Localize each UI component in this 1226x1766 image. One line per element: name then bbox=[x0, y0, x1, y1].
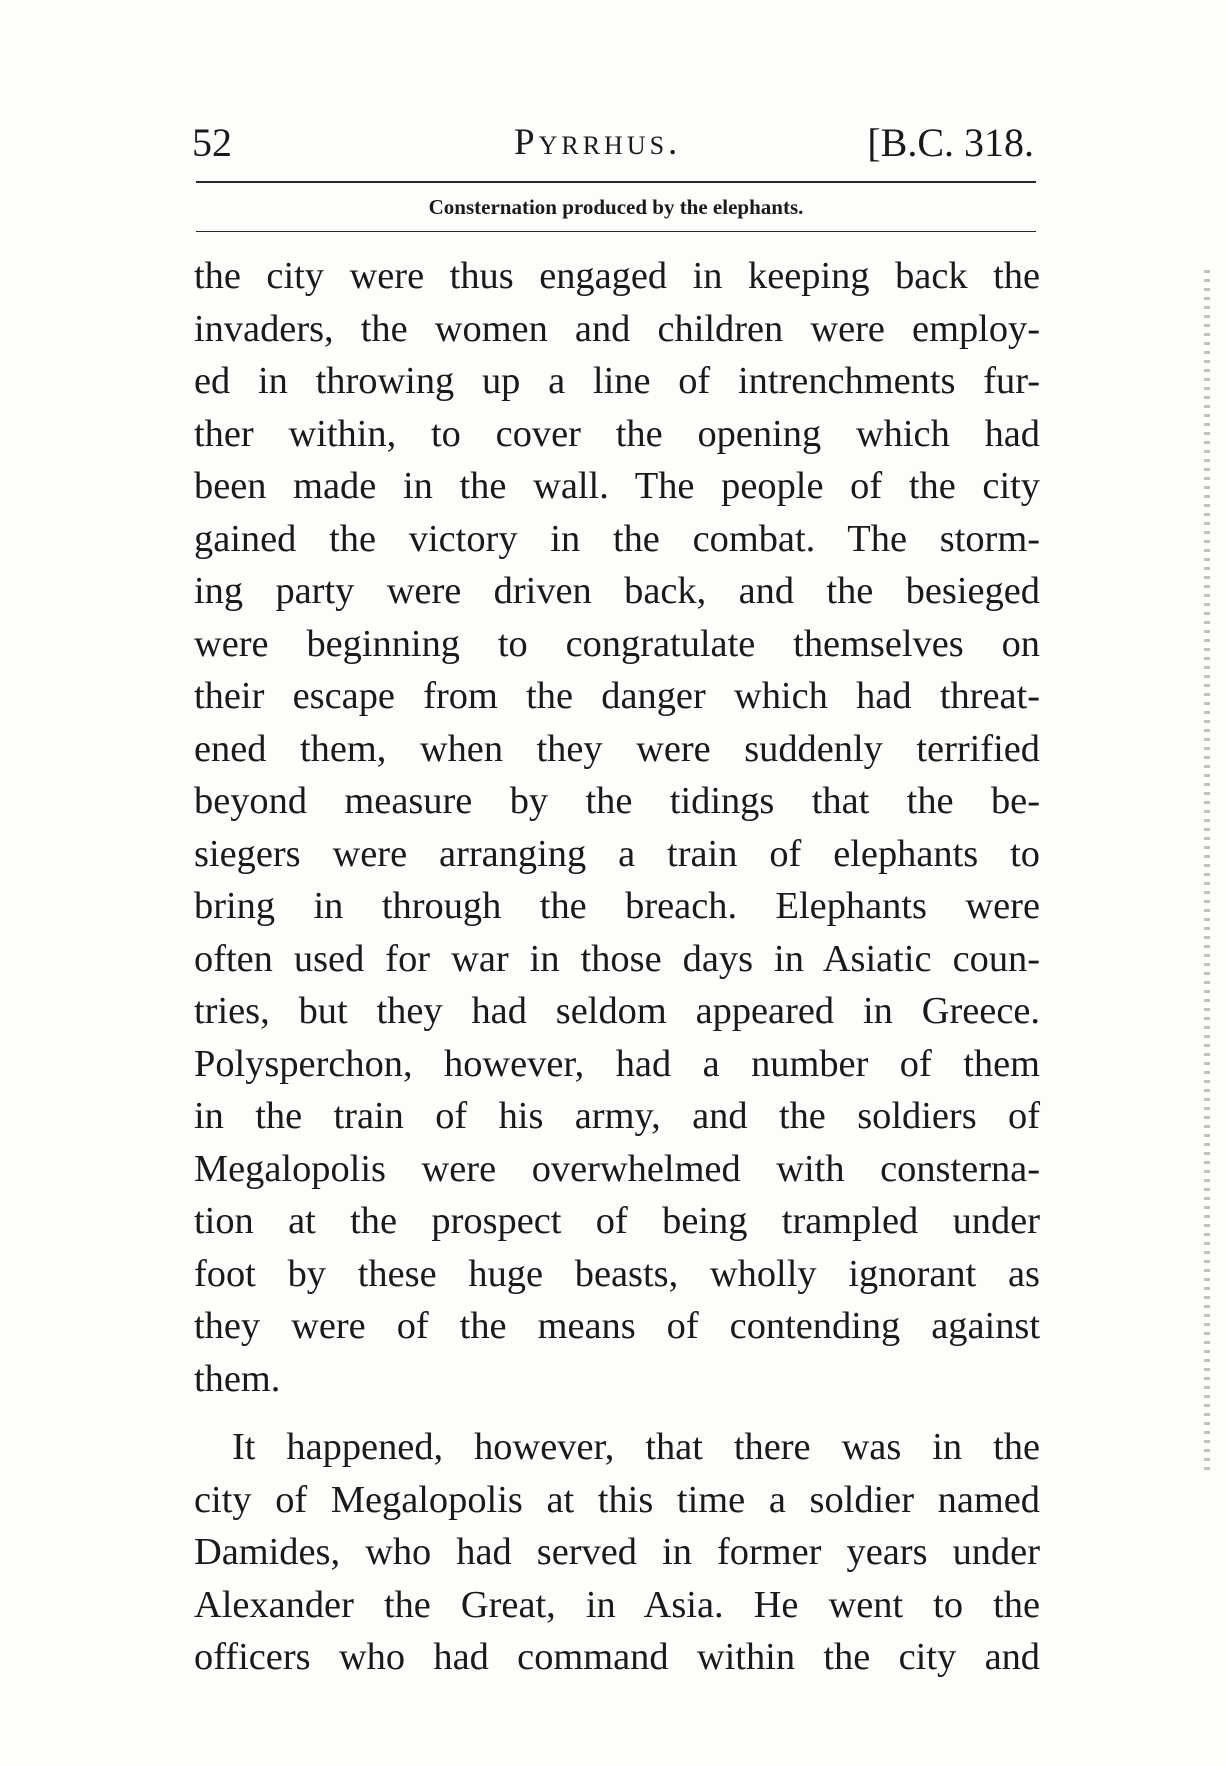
text-line: Damides, who had served in former years under bbox=[194, 1531, 1040, 1573]
text-line: tion at the prospect of being trampled under bbox=[194, 1200, 1040, 1242]
date-reference: [B.C. 318. bbox=[867, 120, 1034, 165]
running-title: Pyrrhus. bbox=[514, 122, 682, 163]
running-head bbox=[192, 118, 1034, 168]
text-line: Megalopolis were overwhelmed with consterna- bbox=[194, 1147, 1040, 1190]
text-line: in the train of his army, and the soldiers of bbox=[194, 1095, 1040, 1137]
text-line: they were of the means of contending against bbox=[194, 1305, 1040, 1347]
paragraph-2 bbox=[194, 1421, 1040, 1684]
subheading-rule bbox=[196, 231, 1036, 232]
text-line: Alexander the Great, in Asia. He went to the bbox=[194, 1583, 1040, 1626]
text-line: bring in through the breach. Elephants were bbox=[194, 885, 1040, 927]
text-line: ing party were driven back, and the besieged bbox=[194, 570, 1040, 612]
body-text bbox=[194, 250, 1040, 1684]
page-edge-shadow bbox=[1204, 270, 1210, 1470]
text-line: officers who had command within the city and bbox=[194, 1636, 1040, 1678]
text-line: Polysperchon, however, had a number of them bbox=[194, 1042, 1040, 1085]
paragraph-1 bbox=[194, 250, 1040, 1405]
paragraph-gap bbox=[194, 1405, 1040, 1421]
text-line: city of Megalopolis at this time a soldier named bbox=[194, 1478, 1040, 1521]
text-line: often used for war in those days in Asiatic coun- bbox=[194, 937, 1040, 980]
text-line: them. bbox=[194, 1357, 281, 1400]
text-line: gained the victory in the combat. The storm- bbox=[194, 517, 1040, 560]
chapter-subheading: Consternation produced by the elephants. bbox=[428, 195, 804, 219]
text-line: siegers were arranging a train of elephants to bbox=[194, 832, 1040, 875]
text-line: been made in the wall. The people of the city bbox=[194, 465, 1040, 507]
text-line: It happened, however, that there was in the bbox=[232, 1426, 1040, 1468]
text-line: their escape from the danger which had threat- bbox=[194, 675, 1040, 717]
text-line: ened them, when they were suddenly terrified bbox=[194, 727, 1040, 770]
text-line: ed in throwing up a line of intrenchments fur- bbox=[194, 360, 1040, 402]
text-line: foot by these huge beasts, wholly ignorant as bbox=[194, 1252, 1040, 1295]
header-rule bbox=[196, 181, 1036, 183]
text-line: the city were thus engaged in keeping back the bbox=[194, 255, 1040, 297]
text-line: invaders, the women and children were employ- bbox=[194, 307, 1040, 350]
text-line: ther within, to cover the opening which had bbox=[194, 412, 1040, 455]
text-line: tries, but they had seldom appeared in Greece. bbox=[194, 990, 1040, 1032]
text-line: beyond measure by the tidings that the be- bbox=[194, 780, 1040, 822]
page-number: 52 bbox=[192, 120, 232, 165]
text-line: were beginning to congratulate themselves on bbox=[194, 622, 1040, 665]
